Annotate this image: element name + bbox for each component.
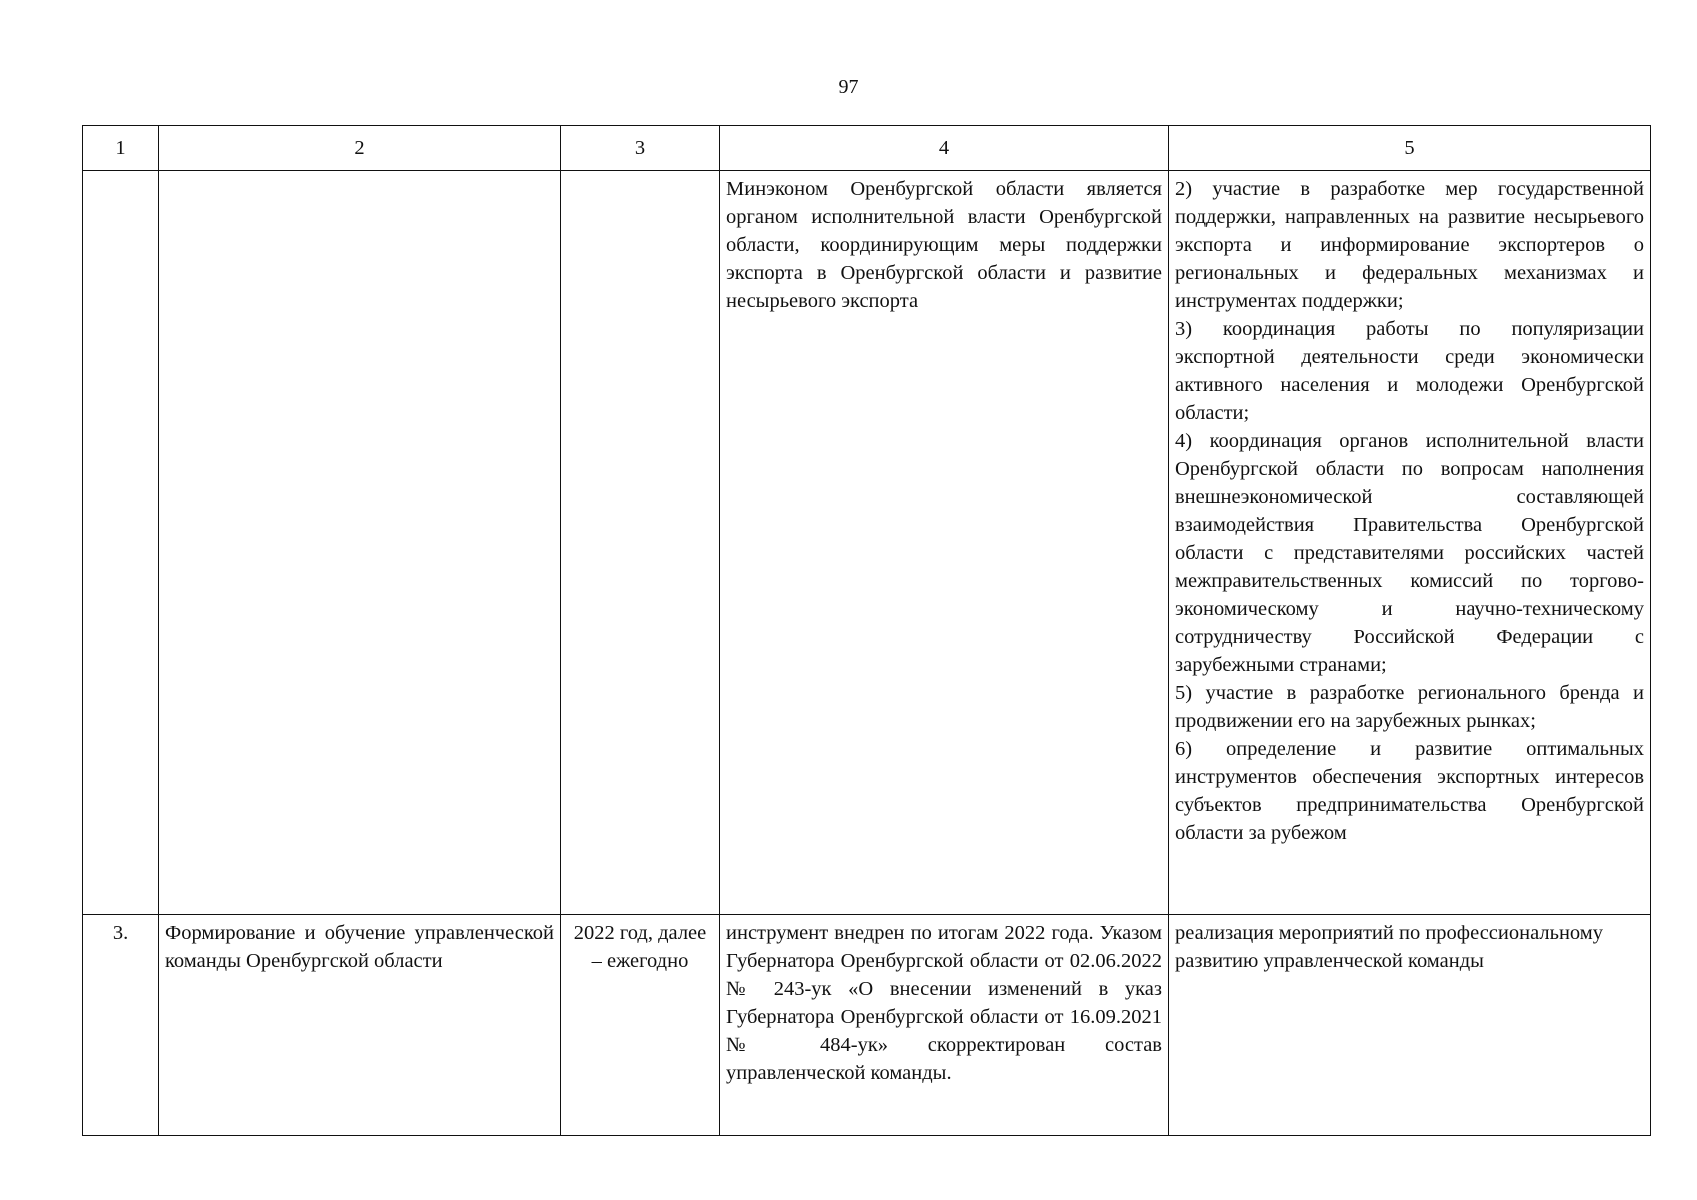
measure-name-cell: Формирование и обучение управленческой команды Оренбургской области <box>159 915 561 1136</box>
status-cell: Минэконом Оренбургской области является органом исполнительной власти Оренбургской области, координирующим меры поддержки экспорта в Оренбургской области и развитие несырьевого экспорта <box>720 171 1169 915</box>
result-item: 4) координация органов исполнительной власти Оренбургской области по вопросам наполнения внешнеэкономической составляющей взаимодействия Правительства Оренбургской области с представителями российских частей межправительственных комиссий по торгово-экономическому и научно-техническому сотрудничеству Российской Федерации с зарубежными странами; <box>1175 430 1644 676</box>
row-number-cell <box>83 171 159 915</box>
measures-table <box>82 125 1651 1136</box>
header-col-5: 5 <box>1169 126 1651 171</box>
header-col-2: 2 <box>159 126 561 171</box>
term-cell: 2022 год, далее – ежегодно <box>561 915 720 1136</box>
term-cell <box>561 171 720 915</box>
results-cell <box>1169 171 1651 915</box>
table-row-3 <box>83 915 1651 1136</box>
result-item: 6) определение и развитие оптимальных инструментов обеспечения экспортных интересов субъектов предпринимательства Оренбургской области за рубежом <box>1175 738 1644 844</box>
header-col-3: 3 <box>561 126 720 171</box>
table-row-continuation <box>83 171 1651 915</box>
header-row <box>83 126 1651 171</box>
result-item: 5) участие в разработке регионального бренда и продвижении его на зарубежных рынках; <box>1175 682 1644 732</box>
row-number-cell: 3. <box>83 915 159 1136</box>
result-cell: реализация мероприятий по профессиональному развитию управленческой команды <box>1169 915 1651 1136</box>
result-item: 3) координация работы по популяризации экспортной деятельности среди экономически активного населения и молодежи Оренбургской области; <box>1175 318 1644 424</box>
header-col-1: 1 <box>83 126 159 171</box>
page-number: 97 <box>838 76 859 98</box>
result-item: 2) участие в разработке мер государственной поддержки, направленных на развитие несырьевого экспорта и информирование экспортеров о региональных и федеральных механизмах и инструментах поддержки; <box>1175 178 1644 312</box>
status-cell: инструмент внедрен по итогам 2022 года. Указом Губернатора Оренбургской области от 02.06.2022 № 243-ук «О внесении изменений в указ Губернатора Оренбургской области от 16.09.2021 № 484-ук» скорректирован состав управленческой команды. <box>720 915 1169 1136</box>
measure-name-cell <box>159 171 561 915</box>
header-col-4: 4 <box>720 126 1169 171</box>
